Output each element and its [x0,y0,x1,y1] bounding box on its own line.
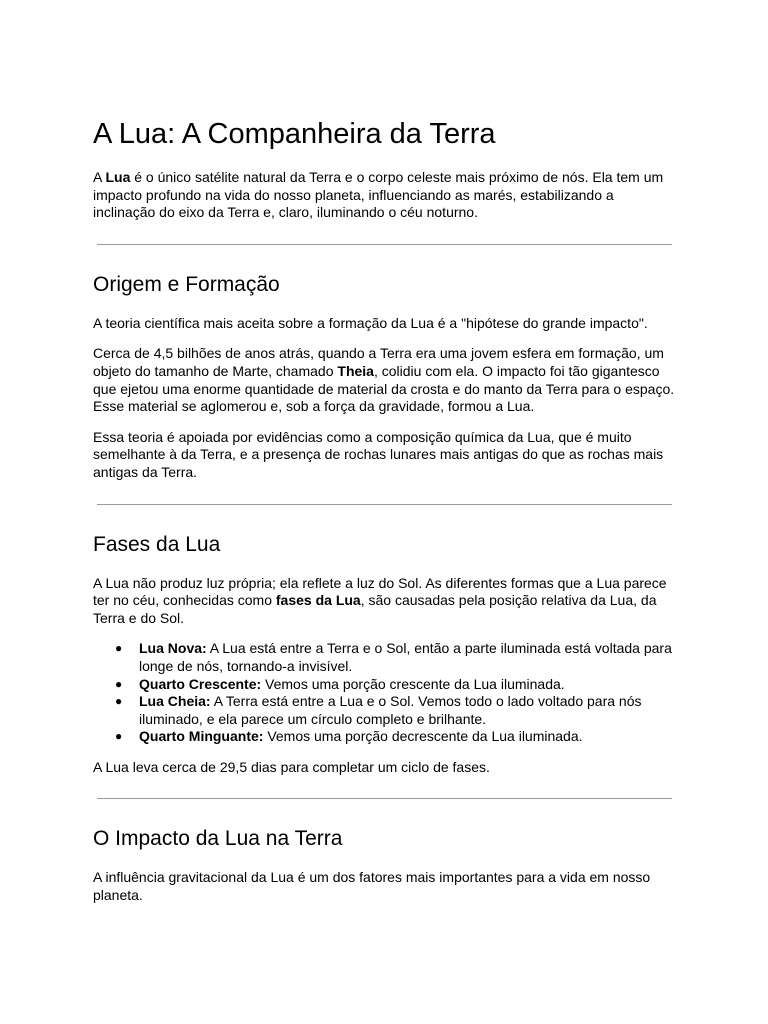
fases-list [93,640,675,746]
bullet-icon: ● [115,641,123,656]
origem-p2-bold-theia: Theia [337,362,374,379]
list-item [115,640,675,675]
list-item-text: A Lua está entre a Terra e o Sol, então a parte iluminada está voltada para longe de nós, tornando-a invisível. [139,640,672,674]
fases-paragraph-1 [93,575,675,628]
origem-p2-pre: Cerca de 4,5 bilhões de anos atrás, quando a Terra era uma jovem esfera em formação, um objeto do tamanho de Marte, chamado [93,345,664,379]
list-item-text: Vemos uma porção crescente da Lua iluminada. [261,675,565,692]
section-divider [97,798,672,799]
heading-fases: Fases da Lua [93,532,221,556]
origem-paragraph-1: A teoria científica mais aceita sobre a formação da Lua é a "hipótese do grande impacto". [93,314,648,331]
intro-bold-lua: Lua [105,169,131,185]
list-item-text: A Terra está entre a Lua e o Sol. Vemos todo o lado voltado para nós iluminado, e ela parece um círculo completo e brilhante. [139,693,642,727]
section-divider [97,244,672,245]
bullet-icon: ● [115,694,123,709]
list-item-term: Lua Nova: [139,640,207,657]
impacto-paragraph-1: A influência gravitacional da Lua é um dos fatores mais importantes para a vida em nosso planeta. [93,869,651,904]
list-item [115,728,675,746]
bullet-icon: ● [115,676,123,691]
origem-paragraph-3: Essa teoria é apoiada por evidências como a composição química da Lua, que é muito semelhante à da Terra, e a presença de rochas lunares mais antigas do que as rochas mais antigas da Terra. [93,428,664,480]
heading-impacto: O Impacto da Lua na Terra [93,827,343,851]
list-item-term: Quarto Crescente: [139,675,262,692]
heading-origem: Origem e Formação [93,272,280,296]
bullet-icon: ● [115,729,123,744]
list-item-text: Vemos uma porção decrescente da Lua iluminada. [263,728,583,745]
list-item-term: Quarto Minguante: [139,728,264,745]
origem-paragraph-2 [93,345,675,415]
intro-post: é o único satélite natural da Terra e o corpo celeste mais próximo de nós. Ela tem um impacto profundo na vida do nosso planeta, influenciando as marés, estabilizando a inclinação do eixo da Terra e, claro, iluminando o céu noturno. [93,169,664,221]
fases-p1-bold: fases da Lua [275,592,361,609]
fases-p1-post: , são causadas pela posição relativa da Lua, da Terra e do Sol. [93,592,657,626]
list-item [115,693,675,728]
origem-p2-post: , colidiu com ela. O impacto foi tão gigantesco que ejetou uma enorme quantidade de material da crosta e do manto da Terra para o espaço. Esse material se aglomerou e, sob a força da gravidade, formou a Lua. [93,362,675,415]
fases-paragraph-2: A Lua leva cerca de 29,5 dias para completar um ciclo de fases. [93,758,490,775]
page-title: A Lua: A Companheira da Terra [93,118,496,150]
section-divider [97,504,672,505]
fases-p1-pre: A Lua não produz luz própria; ela reflete a luz do Sol. As diferentes formas que a Lua parece ter no céu, conhecidas como [93,574,667,609]
list-item-term: Lua Cheia: [139,693,211,710]
list-item [115,675,675,694]
intro-paragraph [93,169,675,222]
intro-pre: A [93,169,106,185]
